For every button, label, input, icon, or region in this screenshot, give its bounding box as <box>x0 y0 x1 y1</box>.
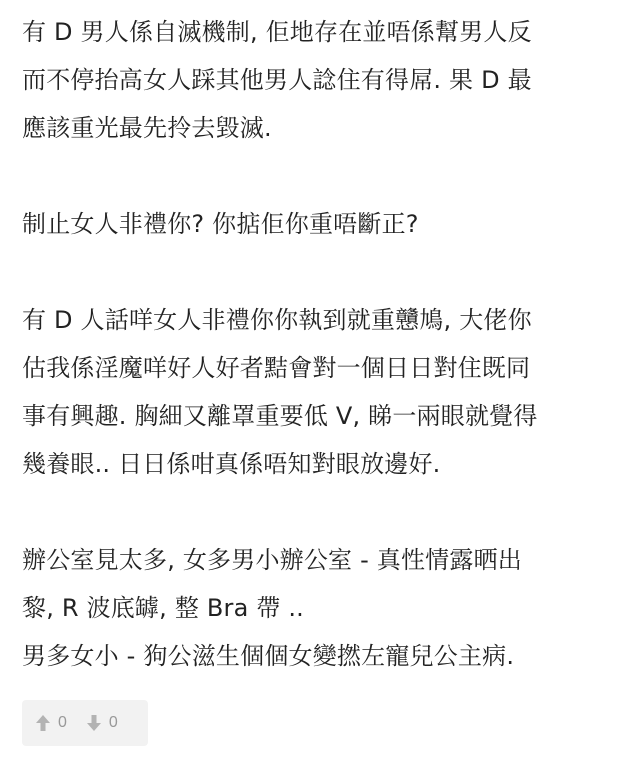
text-line: 而不停抬高女人踩其他男人諗住有得屌. 果 D 最 <box>22 66 532 94</box>
text-line: 有 D 人話咩女人非禮你你執到就重戇鳩, 大佬你 <box>22 306 532 334</box>
paragraph <box>22 536 612 680</box>
paragraph <box>22 200 612 248</box>
post-body <box>22 8 612 680</box>
paragraph-gap <box>22 152 612 200</box>
text-line: 事有興趣. 胸細又離罩重要低 V, 睇一兩眼就覺得 <box>22 402 538 430</box>
text-line: 男多女小 - 狗公滋生個個女變撚左寵兒公主病. <box>22 642 515 670</box>
paragraph-gap <box>22 488 612 536</box>
text-line: 辦公室見太多, 女多男小辦公室 - 真性情露晒出 <box>22 546 522 574</box>
text-line: 有 D 男人係自滅機制, 佢地存在並唔係幫男人反 <box>22 18 532 46</box>
text-line: 黎, R 波底罅, 整 Bra 帶 .. <box>22 594 305 622</box>
thumb-down-icon <box>85 714 103 732</box>
upvote-count: 0 <box>58 714 67 731</box>
paragraph-gap <box>22 248 612 296</box>
text-line: 制止女人非禮你? 你掂佢你重唔斷正? <box>22 210 419 238</box>
text-line: 應該重光最先拎去毀滅. <box>22 114 272 142</box>
upvote-button[interactable] <box>22 700 73 746</box>
vote-bar <box>22 700 148 746</box>
thumb-up-icon <box>34 714 52 732</box>
downvote-count: 0 <box>108 714 118 731</box>
downvote-button[interactable] <box>73 700 124 746</box>
text-line: 幾養眼.. 日日係咁真係唔知對眼放邊好. <box>22 450 441 478</box>
paragraph <box>22 296 612 488</box>
paragraph <box>22 8 612 152</box>
text-line: 估我係淫魔咩好人好者黠會對一個日日對住既同 <box>22 354 531 382</box>
